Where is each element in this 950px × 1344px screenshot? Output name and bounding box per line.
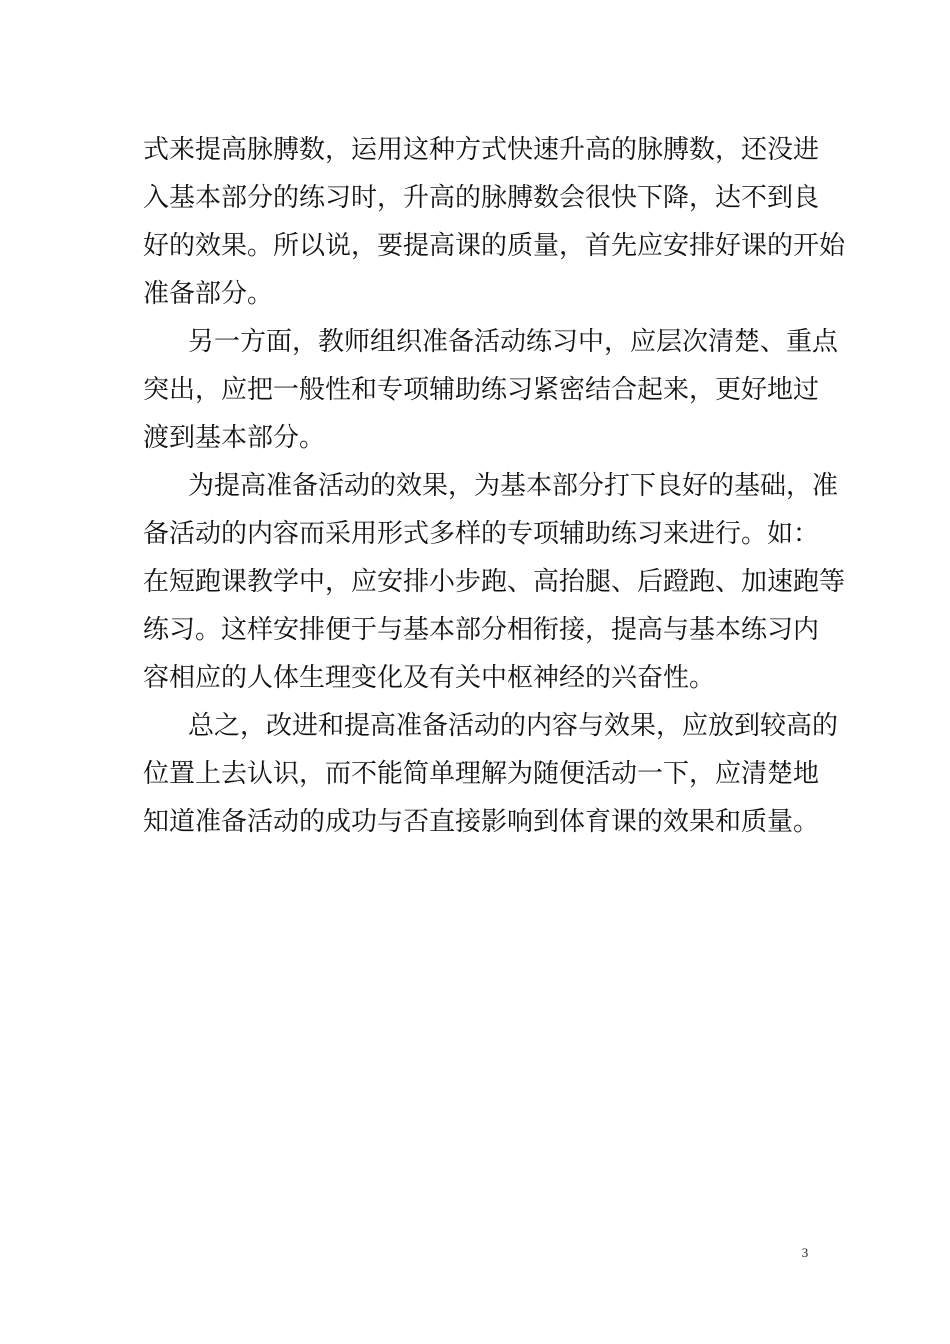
page-number: 3 <box>801 1245 809 1260</box>
paragraph-line: 备活动的内容而采用形式多样的专项辅助练习来进行。如： <box>143 519 820 549</box>
paragraph-line: 在短跑课教学中，应安排小步跑、高抬腿、后蹬跑、加速跑等 <box>143 567 846 597</box>
paragraph-3 <box>143 462 846 702</box>
body-text <box>143 126 846 846</box>
paragraph-line: 容相应的人体生理变化及有关中枢神经的兴奋性。 <box>143 663 716 693</box>
paragraph-line: 另一方面，教师组织准备活动练习中，应层次清楚、重点 <box>188 327 839 357</box>
paragraph-1 <box>143 126 846 318</box>
paragraph-line: 入基本部分的练习时，升高的脉膊数会很快下降，达不到良 <box>143 183 820 213</box>
paragraph-line: 渡到基本部分。 <box>143 423 326 453</box>
paragraph-line: 知道准备活动的成功与否直接影响到体育课的效果和质量。 <box>143 807 820 837</box>
paragraph-2 <box>143 318 839 462</box>
paragraph-line: 为提高准备活动的效果，为基本部分打下良好的基础，准 <box>188 471 839 501</box>
paragraph-line: 练习。这样安排便于与基本部分相衔接，提高与基本练习内 <box>143 615 820 645</box>
paragraph-line: 好的效果。所以说，要提高课的质量，首先应安排好课的开始 <box>143 231 846 261</box>
paragraph-line: 总之，改进和提高准备活动的内容与效果，应放到较高的 <box>188 711 839 741</box>
paragraph-line: 准备部分。 <box>143 279 274 309</box>
paragraph-line: 位置上去认识，而不能简单理解为随便活动一下，应清楚地 <box>143 759 820 789</box>
paragraph-4 <box>143 702 839 846</box>
paragraph-line: 式来提高脉膊数，运用这种方式快速升高的脉膊数，还没进 <box>143 135 820 165</box>
paragraph-line: 突出，应把一般性和专项辅助练习紧密结合起来，更好地过 <box>143 375 820 405</box>
